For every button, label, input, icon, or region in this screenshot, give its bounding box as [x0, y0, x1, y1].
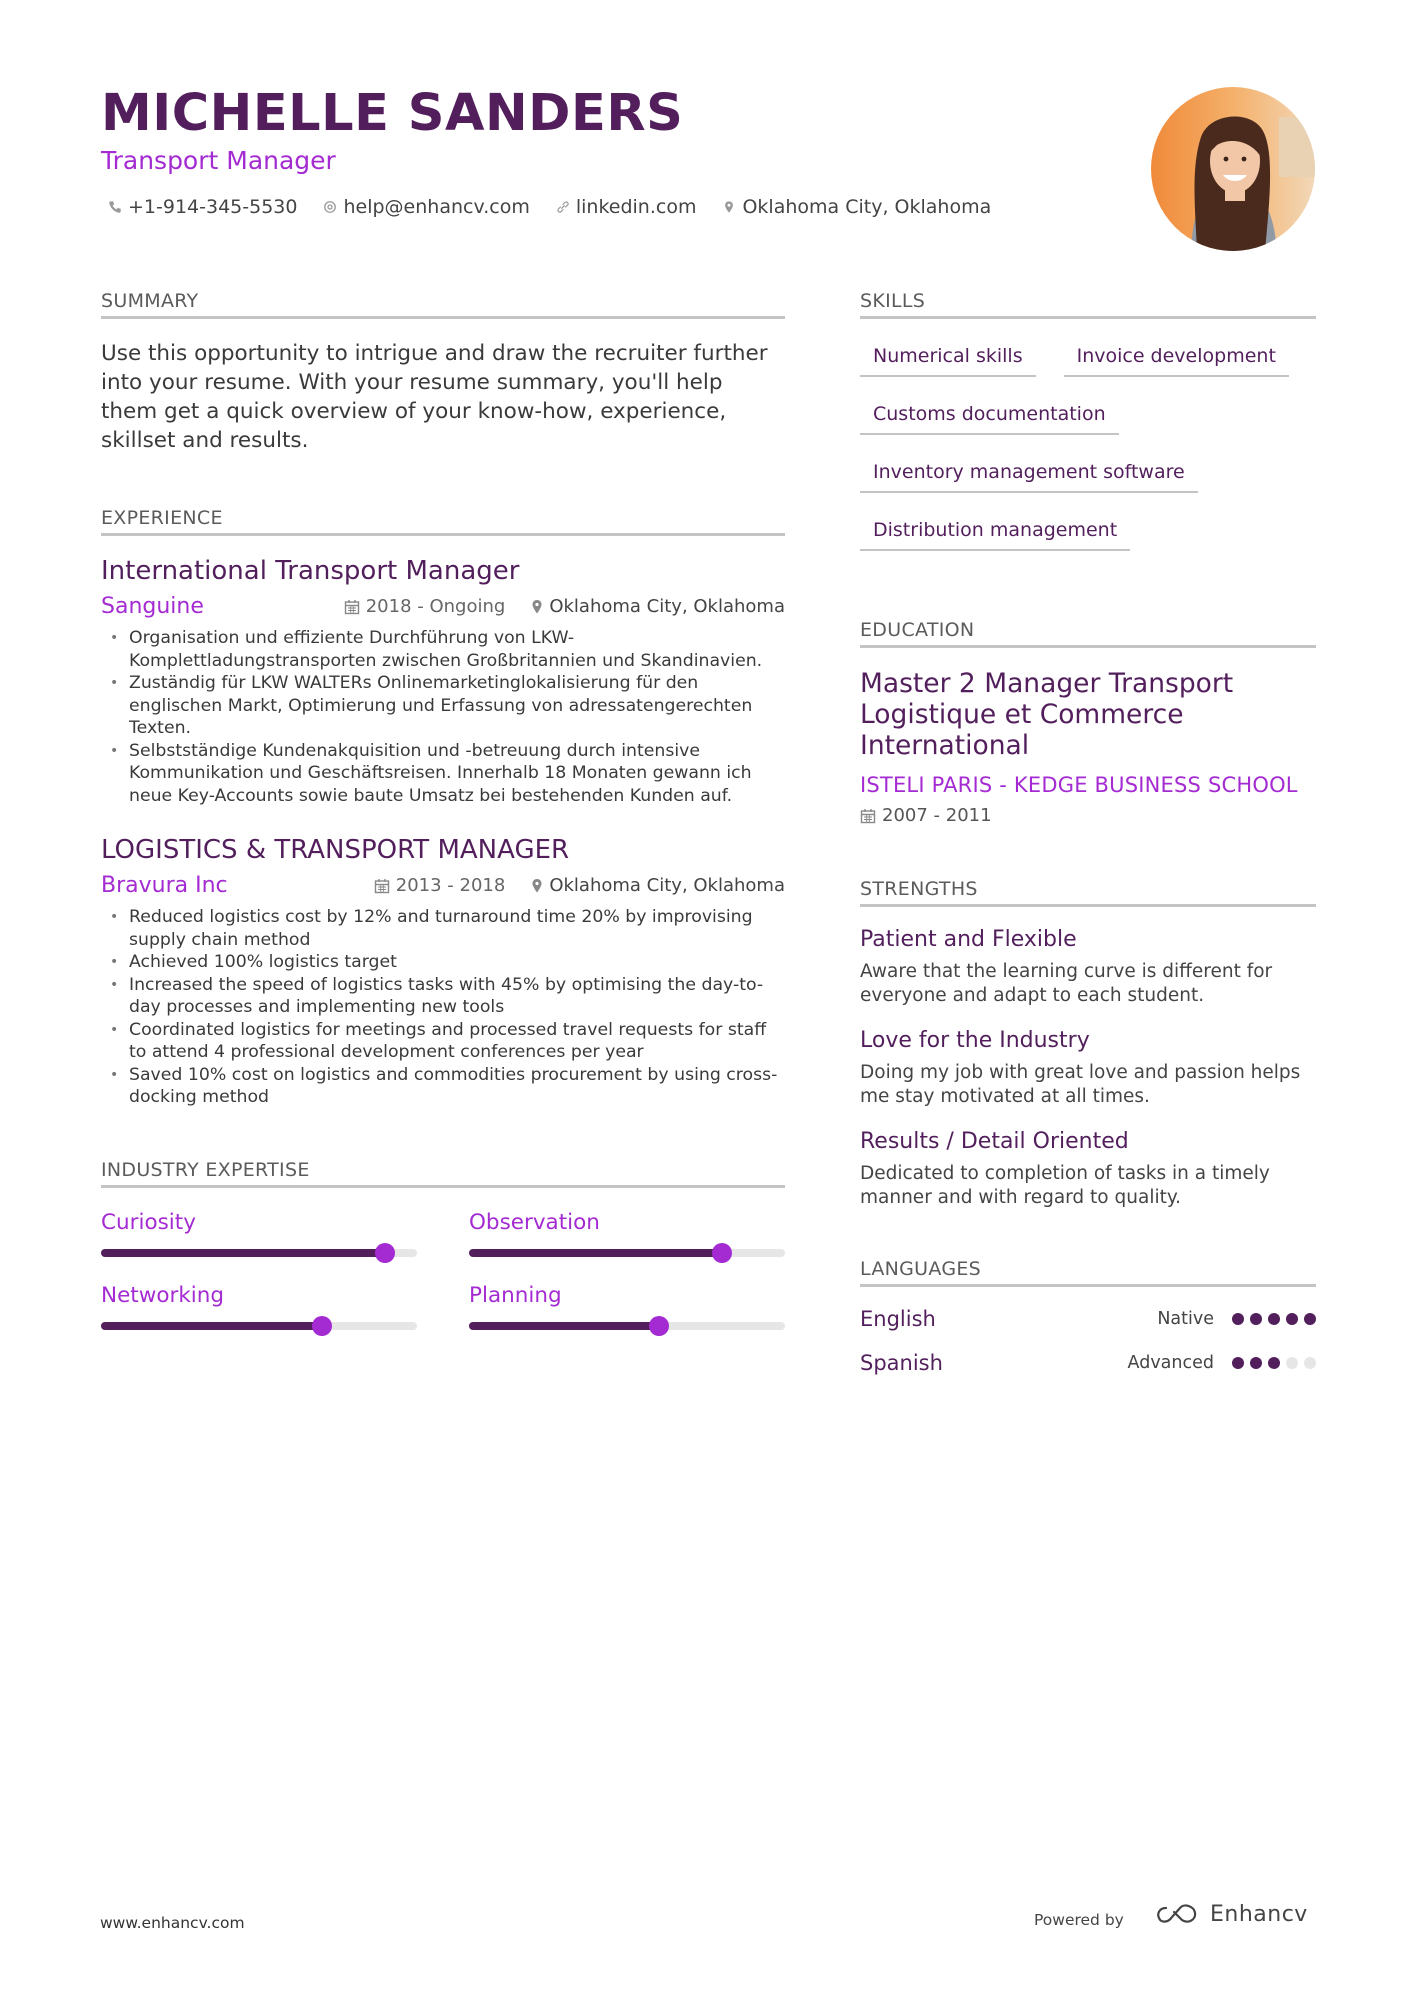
location-text: Oklahoma City, Oklahoma [742, 196, 992, 218]
education-dates-text: 2007 - 2011 [882, 805, 992, 826]
language-dot [1304, 1313, 1316, 1325]
job-title: International Transport Manager [101, 556, 520, 586]
language-row [860, 1307, 1316, 1331]
experience-heading: EXPERIENCE [101, 507, 785, 536]
skill-tag: Customs documentation [860, 395, 1119, 435]
strength-item [860, 1129, 1316, 1210]
job-location-text: Oklahoma City, Oklahoma [549, 596, 785, 617]
experience-entry [101, 835, 785, 1109]
phone-icon [108, 199, 122, 215]
job-bullet: • Reduced logistics cost by 12% and turnaround time 20% by improvising supply chain method [101, 906, 785, 951]
skills-list [860, 337, 1316, 551]
job-bullet: • Achieved 100% logistics target [101, 951, 785, 974]
expertise-heading: INDUSTRY EXPERTISE [101, 1159, 785, 1188]
location-pin-icon [531, 878, 543, 894]
job-meta [101, 594, 785, 619]
right-column [860, 290, 1316, 1375]
contact-email[interactable] [323, 196, 529, 218]
contact-linkedin[interactable] [556, 196, 697, 218]
strength-title: Results / Detail Oriented [860, 1129, 1129, 1154]
strength-item [860, 1028, 1316, 1109]
footer-brand[interactable] [1154, 1902, 1308, 1927]
job-title: LOGISTICS & TRANSPORT MANAGER [101, 835, 570, 865]
job-bullet: • Saved 10% cost on logistics and commodities procurement by using cross-docking method [101, 1064, 785, 1109]
job-bullet: • Increased the speed of logistics tasks with 45% by optimising the day-to-day processes and implementing new tools [101, 974, 785, 1019]
slider-fill [101, 1322, 322, 1330]
education-section [860, 619, 1316, 826]
expertise-label: Observation [469, 1209, 600, 1235]
education-degree: Master 2 Manager Transport Logistique et Commerce International [860, 668, 1234, 761]
experience-section [101, 507, 785, 1109]
language-level: Advanced [1127, 1353, 1214, 1373]
job-location [531, 596, 785, 617]
language-dot [1250, 1313, 1262, 1325]
expertise-slider [469, 1322, 785, 1330]
strength-description: Aware that the learning curve is different for everyone and adapt to each student. [860, 961, 1273, 1006]
language-dot [1286, 1357, 1298, 1369]
language-dot [1286, 1313, 1298, 1325]
expertise-item [101, 1283, 417, 1330]
strength-description: Doing my job with great love and passion helps me stay motivated at all times. [860, 1062, 1301, 1107]
contact-location [722, 196, 991, 218]
language-name: Spanish [860, 1351, 943, 1375]
education-heading: EDUCATION [860, 619, 1316, 648]
language-dot [1304, 1357, 1316, 1369]
job-bullets [101, 906, 785, 1109]
expertise-label: Curiosity [101, 1209, 196, 1235]
language-dot [1268, 1357, 1280, 1369]
job-dates-text: 2013 - 2018 [395, 875, 506, 896]
skills-section [860, 290, 1316, 551]
expertise-slider [101, 1249, 417, 1257]
experience-entry [101, 556, 785, 807]
calendar-icon [374, 878, 390, 894]
languages-heading: LANGUAGES [860, 1258, 1316, 1287]
slider-knob [375, 1243, 395, 1263]
language-level: Native [1157, 1309, 1214, 1329]
expertise-slider [101, 1322, 417, 1330]
summary-section [101, 290, 785, 455]
linkedin-text: linkedin.com [575, 196, 697, 218]
strengths-section [860, 878, 1316, 1210]
job-bullets [101, 627, 785, 807]
link-icon [556, 199, 570, 215]
summary-text: Use this opportunity to intrigue and draw the recruiter further into your resume. With your resume summary, you'll help them get a quick overview of your know-how, experience, skillset and results. [101, 341, 768, 453]
at-icon [323, 199, 337, 215]
job-dates [344, 596, 506, 617]
location-pin-icon [722, 199, 736, 215]
language-row [860, 1351, 1316, 1375]
phone-text: +1-914-345-5530 [128, 196, 298, 218]
candidate-name: MICHELLE SANDERS [101, 84, 684, 143]
enhancv-logo-icon [1154, 1904, 1200, 1926]
language-dot [1268, 1313, 1280, 1325]
language-dot [1232, 1313, 1244, 1325]
job-location-text: Oklahoma City, Oklahoma [549, 875, 785, 896]
strengths-heading: STRENGTHS [860, 878, 1316, 907]
slider-fill [469, 1322, 659, 1330]
strength-description: Dedicated to completion of tasks in a timely manner and with regard to quality. [860, 1163, 1270, 1208]
calendar-icon [860, 808, 876, 824]
job-bullet: • Zuständig für LKW WALTERs Onlinemarketinglokalisierung für den englischen Markt, Optimierung und Erfassung von adressatengerechten Texten. [101, 672, 785, 740]
footer-powered-label: Powered by [1034, 1911, 1124, 1929]
education-school: ISTELI PARIS - KEDGE BUSINESS SCHOOL [860, 773, 1298, 797]
expertise-label: Planning [469, 1282, 562, 1308]
languages-section [860, 1258, 1316, 1375]
expertise-item [101, 1210, 417, 1257]
strength-title: Love for the Industry [860, 1028, 1090, 1053]
slider-fill [469, 1249, 722, 1257]
job-bullet: • Organisation und effiziente Durchführung von LKW-Komplettladungstransporten zwischen Großbritannien und Skandinavien. [101, 627, 785, 672]
email-text: help@enhancv.com [343, 196, 530, 218]
expertise-label: Networking [101, 1282, 225, 1308]
job-bullet: • Selbstständige Kundenakquisition und -betreuung durch intensive Kommunikation und Geschäftsreisen. Innerhalb 18 Monaten gewann ich neue Key-Accounts sowie baute Umsatz bei bestehenden Kunden auf. [101, 740, 785, 808]
expertise-grid [101, 1210, 785, 1330]
job-dates [374, 875, 506, 896]
skill-tag: Numerical skills [860, 337, 1036, 377]
strength-item [860, 927, 1316, 1008]
skill-tag: Inventory management software [860, 453, 1198, 493]
job-location [531, 875, 785, 896]
language-name: English [860, 1307, 936, 1331]
job-meta [101, 873, 785, 898]
slider-fill [101, 1249, 385, 1257]
contact-row [108, 196, 991, 218]
expertise-item [469, 1210, 785, 1257]
slider-knob [312, 1316, 332, 1336]
contact-phone[interactable] [108, 196, 297, 218]
expertise-item [469, 1283, 785, 1330]
language-dots [1232, 1313, 1316, 1325]
language-dot [1250, 1357, 1262, 1369]
candidate-role: Transport Manager [101, 146, 336, 175]
skill-tag: Distribution management [860, 511, 1130, 551]
company-name: Bravura Inc [101, 873, 228, 898]
slider-knob [649, 1316, 669, 1336]
summary-heading: SUMMARY [101, 290, 785, 319]
footer-brand-text: Enhancv [1210, 1902, 1308, 1927]
skills-heading: SKILLS [860, 290, 1316, 319]
skill-tag: Invoice development [1064, 337, 1289, 377]
profile-photo-illustration [1151, 87, 1315, 251]
expertise-slider [469, 1249, 785, 1257]
profile-photo [1151, 87, 1315, 251]
language-dot [1232, 1357, 1244, 1369]
expertise-section [101, 1159, 785, 1330]
company-name: Sanguine [101, 594, 204, 619]
language-dots [1232, 1357, 1316, 1369]
footer-url[interactable]: www.enhancv.com [100, 1914, 245, 1932]
strength-title: Patient and Flexible [860, 927, 1077, 952]
left-column [101, 290, 785, 1330]
job-dates-text: 2018 - Ongoing [365, 596, 506, 617]
education-dates [860, 805, 1316, 826]
job-bullet: • Coordinated logistics for meetings and processed travel requests for staff to attend 4 professional development conferences per year [101, 1019, 785, 1064]
slider-knob [712, 1243, 732, 1263]
calendar-icon [344, 599, 360, 615]
location-pin-icon [531, 599, 543, 615]
